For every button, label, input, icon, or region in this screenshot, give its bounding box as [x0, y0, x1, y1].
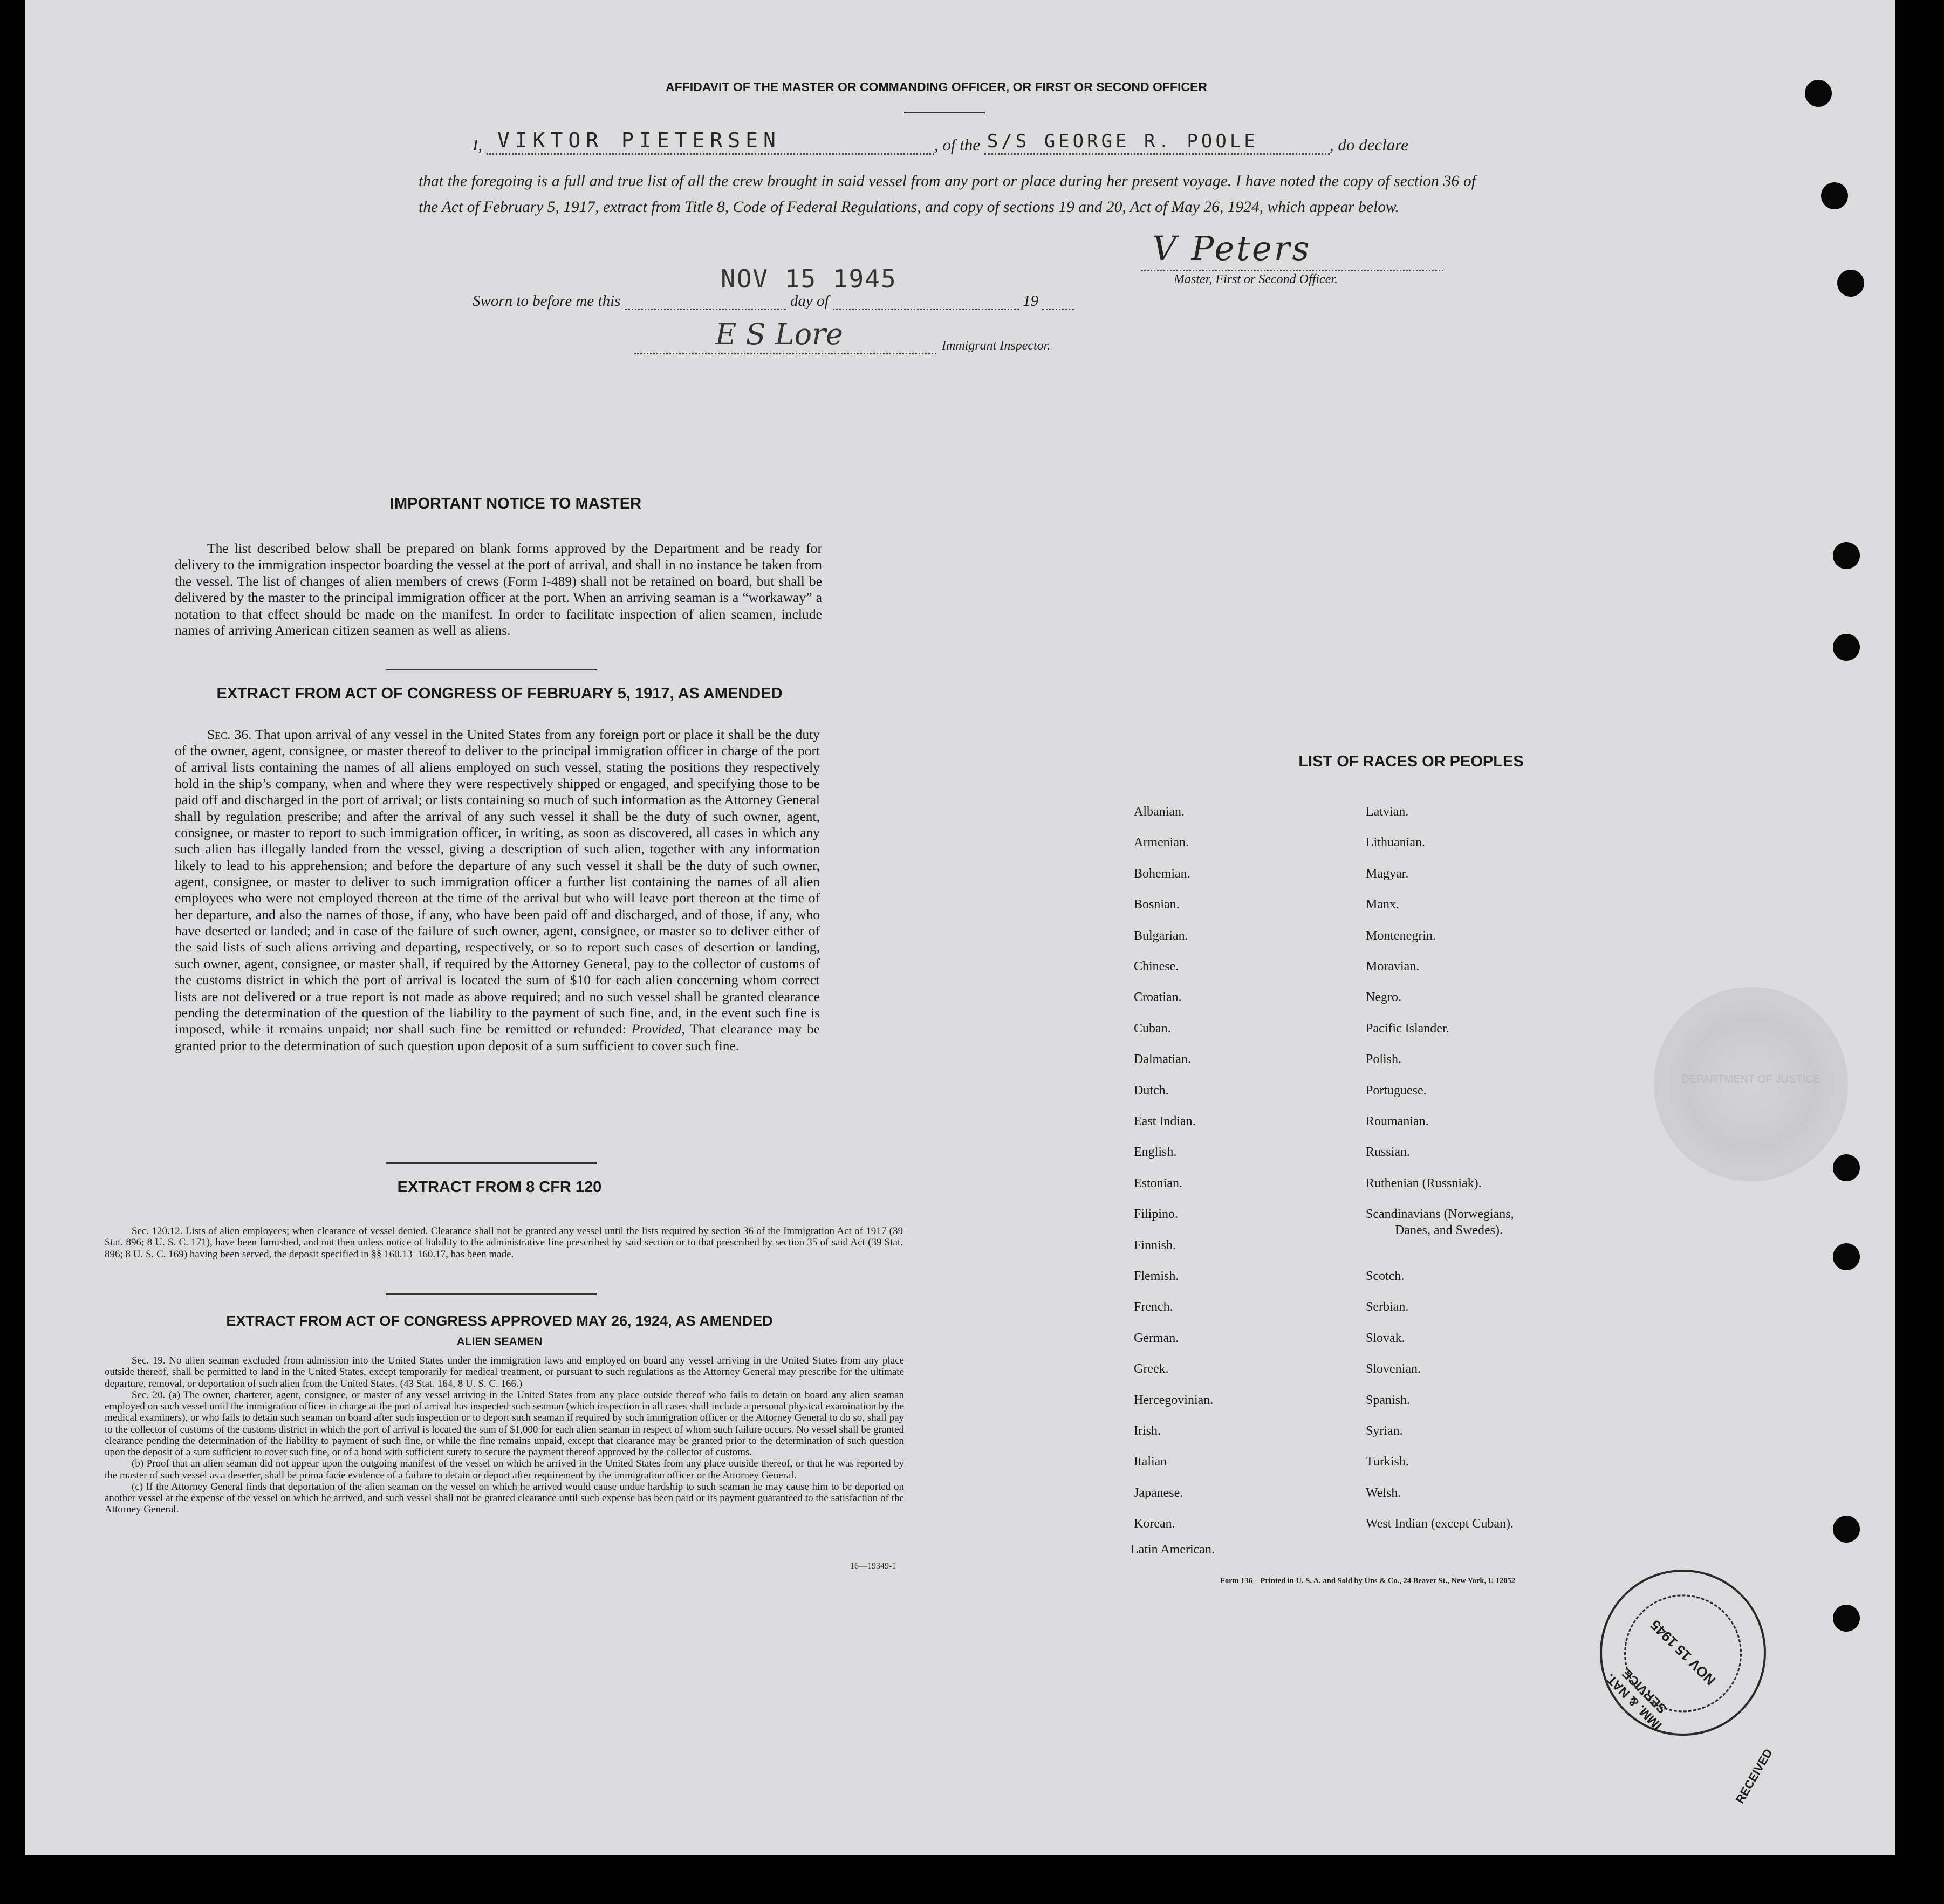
officer-name: VIKTOR PIETERSEN — [497, 128, 781, 152]
race-item: West Indian (except Cuban). — [1366, 1517, 1514, 1531]
binder-hole — [1833, 1154, 1860, 1181]
race-item: Cuban. — [1134, 1021, 1171, 1036]
race-item: Scandinavians (Norwegians, — [1366, 1207, 1514, 1222]
sworn-line — [473, 292, 1074, 310]
binder-hole — [1833, 1243, 1860, 1270]
master-signature-text: V Peters — [1152, 229, 1312, 268]
declaration-line — [473, 128, 1481, 155]
extract-1924-subtitle: ALIEN SEAMEN — [456, 1335, 543, 1348]
race-item: Dalmatian. — [1134, 1052, 1191, 1067]
divider-3 — [386, 1293, 597, 1295]
race-item: Korean. — [1134, 1517, 1175, 1531]
race-item: Albanian. — [1134, 805, 1185, 819]
binder-hole — [1833, 1516, 1860, 1543]
race-item: Estonian. — [1134, 1176, 1182, 1190]
printer-imprint: Form 136—Printed in U. S. A. and Sold by Uns & Co., 24 Beaver St., New York, U 12052 — [1220, 1577, 1515, 1585]
sworn-day-field — [625, 294, 786, 310]
binder-hole — [1833, 634, 1860, 661]
race-item: Ruthenian (Russniak). — [1366, 1176, 1482, 1190]
race-item: Spanish. — [1366, 1393, 1411, 1407]
declaration-body: that the foregoing is a full and true list of all the crew brought in said vessel from any port or place during her present voyage. I have noted the copy of section 36 of the Act of February 5, 1917, extract from Title 8, Code of Federal Regulations, and copy of sections 19 and 20, Act of May 26, 1924, which appear below. — [419, 173, 1476, 216]
race-item: Armenian. — [1134, 835, 1189, 850]
race-item: Hercegovinian. — [1134, 1393, 1214, 1407]
races-title: LIST OF RACES OR PEOPLES — [1298, 753, 1524, 770]
vessel-name-field — [984, 131, 1330, 155]
binder-hole — [1821, 182, 1848, 209]
officer-name-field — [487, 128, 934, 155]
race-item: Negro. — [1366, 990, 1401, 1005]
race-item: Dutch. — [1134, 1083, 1169, 1098]
sec-20b-text: (b) Proof that an alien seaman did not appear upon the outgoing manifest of the vessel on which he arrived in the United States from any place outside thereof, or that he was reported by the master of such vessel as a deserter, shall be prima facie evidence of a failure to detain or deport after requirement by the immigration officer or the Attorney General. — [105, 1458, 904, 1481]
race-item: Japanese. — [1134, 1485, 1183, 1500]
race-item: Finnish. — [1134, 1238, 1176, 1252]
date-stamp: NOV 15 1945 — [721, 264, 897, 293]
seal-text: DEPARTMENT OF JUSTICE — [1681, 1073, 1820, 1085]
race-item: Welsh. — [1366, 1485, 1401, 1500]
race-item: English. — [1134, 1145, 1177, 1160]
extract-1917-body — [175, 727, 820, 1054]
received-stamp — [1565, 1535, 1801, 1770]
declaration-pronoun: I, — [473, 135, 483, 154]
divider-1 — [386, 669, 597, 670]
race-item: Lithuanian. — [1366, 835, 1425, 850]
race-item: Serbian. — [1366, 1300, 1409, 1314]
race-item: German. — [1134, 1331, 1179, 1345]
race-item: Scotch. — [1366, 1269, 1405, 1283]
extract-1924-body — [105, 1355, 904, 1516]
sec-20a-text: Sec. 20. (a) The owner, charterer, agent, consignee, or master of any vessel arriving in the United States from any place outside thereof who fails to detain on board any alien seaman employed on such vessel until the immigration officer in charge at the port of arrival has inspected such seaman (which inspection in all cases shall include a personal physical examination by the medical examiners), or who fails to detain such seaman on board after such inspection or to deport such seaman if required by such immigration officer or the Attorney General to do so, shall pay to the collector of customs of the customs district in which the port of arrival is located the sum of $1,000 for each alien seaman in respect of whom such failure occurs. No vessel shall be granted clearance pending the determination of the liability to payment of such fine, or while the fine remains unpaid, except that clearance may be granted prior to the determination of such question upon the deposit of a sum sufficient to cover such fine, or of a bond with sufficient surety to secure the payment thereof approved by the collector of customs. — [105, 1389, 904, 1458]
notice-title: IMPORTANT NOTICE TO MASTER — [389, 495, 642, 512]
master-signature — [1141, 227, 1443, 271]
sworn-year-field — [1042, 294, 1074, 310]
form-number: 16—19349-1 — [850, 1561, 896, 1571]
sec-36-body: That upon arrival of any vessel in the United States from any foreign port or place it shall be the duty of the owner, agent, consignee, or master thereof to deliver to the principal immigration officer in charge of the port of arrival lists containing the names of all aliens employed on such vessel, stating the positions they respectively hold in the ship’s company, when and where they were respectively shipped or engaged, and specifying those to be paid off and discharged in the port of arrival; or lists containing so much of such information as the Attorney General shall by regulation prescribe; and after the arrival of any such vessel it shall be the duty of such owner, agent, consignee, or master to report to such immigration officer, in writing, as soon as discovered, all cases in which any such alien has illegally landed from the vessel, giving a description of such alien, together with any information likely to lead to his apprehension; and before the departure of any such vessel it shall be the duty of such owner, agent, consignee, or master to deliver to such immigration officer a further list containing the names of all alien employees who were not employed thereon at the time of the arrival but who will leave port thereon at the time of her departure, and also the names of those, if any, who have been paid off and discharged, and of those, if any, who have deserted or landed; and in case of the failure of such owner, agent, consignee, or master so to deliver either of the said lists of such aliens arriving and departing, respectively, or so to report such cases of desertion or landing, such owner, agent, consignee, or master shall, if required by the Attorney General, pay to the collector of customs of the customs district in which the port of arrival is located the sum of $10 for each alien concerning whom correct lists are not delivered or a true report is not made as above required; and no such vessel shall be granted clearance pending the determination of the question of the liability to the payment of such fine, and, in the event such fine is imposed, while it remains unpaid; nor shall such fine be remitted or refunded: — [175, 727, 820, 1037]
received-service: IMM. & NAT. SERVICE — [1603, 1666, 1670, 1733]
race-item: Chinese. — [1134, 960, 1179, 974]
sec-20c-text: (c) If the Attorney General finds that deportation of the alien seaman on the vessel on which he arrived would cause undue hardship to such seaman he may cause him to be deported on another vessel at the expense of the vessel on which he arrived, and such vessel shall not be granted clearance until such expense has been paid or its payment guaranteed to the satisfaction of the Attorney General. — [105, 1481, 904, 1516]
inspector-signature-text: E S Lore — [715, 317, 843, 351]
received-date: NOV 15 1945 — [1647, 1617, 1719, 1689]
race-item: East Indian. — [1134, 1114, 1196, 1128]
binder-hole — [1833, 542, 1860, 569]
sec-36-text — [175, 727, 820, 1054]
day-of-text: day of — [790, 292, 829, 310]
race-item: Montenegrin. — [1366, 928, 1436, 943]
manifest-page — [25, 0, 1895, 1855]
year-prefix: 19 — [1023, 292, 1039, 310]
sec-19-text: Sec. 19. No alien seaman excluded from admission into the United States under the immigration laws and employed on board any vessel arriving in the United States from any place outside thereof, shall be permitted to land in the United States, except temporarily for medical treatment, or pursuant to such regulations as the Attorney General may prescribe for the ultimate departure, removal, or deportation of such alien from the United States. (43 Stat. 164, 8 U. S. C. 166.) — [105, 1355, 904, 1389]
race-item: Manx. — [1366, 898, 1399, 912]
proviso: Provided, — [631, 1021, 685, 1037]
race-item: Moravian. — [1366, 960, 1420, 974]
extract-1924-title: EXTRACT FROM ACT OF CONGRESS APPROVED MAY 26, 1924, AS AMENDED — [226, 1313, 773, 1329]
of-the-text: , of the — [934, 135, 981, 154]
race-item: Roumanian. — [1366, 1114, 1429, 1128]
race-item: Latvian. — [1366, 805, 1409, 819]
affidavit-title: AFFIDAVIT OF THE MASTER OR COMMANDING OFFICER, OR FIRST OR SECOND OFFICER — [666, 80, 1207, 94]
race-item: Polish. — [1366, 1052, 1402, 1067]
inspector-label: Immigrant Inspector. — [942, 339, 1051, 353]
race-item: Latin American. — [1131, 1543, 1215, 1557]
race-item: Bohemian. — [1134, 866, 1190, 881]
notice-body — [175, 540, 822, 639]
divider-2 — [386, 1162, 597, 1164]
title-divider — [904, 112, 985, 113]
race-item: Flemish. — [1134, 1269, 1179, 1283]
race-item: Italian — [1134, 1455, 1167, 1469]
binder-hole — [1837, 270, 1864, 297]
race-item: Bulgarian. — [1134, 928, 1188, 943]
sworn-text: Sworn to before me this — [473, 292, 621, 310]
received-label: RECEIVED — [1733, 1746, 1775, 1806]
do-declare-text: , do declare — [1329, 135, 1408, 154]
race-item: Slovenian. — [1366, 1362, 1421, 1376]
race-item: Greek. — [1134, 1362, 1169, 1376]
race-item: Turkish. — [1366, 1455, 1409, 1469]
master-label: Master, First or Second Officer. — [1174, 272, 1338, 286]
inspector-signature — [634, 317, 936, 354]
race-item: French. — [1134, 1300, 1173, 1314]
race-item: Danes, and Swedes). — [1395, 1223, 1503, 1238]
race-item: Bosnian. — [1134, 898, 1180, 912]
race-item: Portuguese. — [1366, 1083, 1427, 1098]
race-item: Croatian. — [1134, 990, 1182, 1005]
sec-36-body-end: That clearance may be granted prior to the determination of such question upon deposit of a sum sufficient to cover such fine. — [175, 1021, 820, 1053]
binder-hole — [1805, 80, 1832, 107]
extract-cfr-title: EXTRACT FROM 8 CFR 120 — [397, 1179, 602, 1196]
race-item: Russian. — [1366, 1145, 1411, 1160]
race-item: Magyar. — [1366, 866, 1409, 881]
race-item: Irish. — [1134, 1424, 1161, 1438]
extract-cfr-body — [105, 1225, 903, 1260]
vessel-name: S/S GEORGE R. POOLE — [987, 131, 1258, 152]
notice-text: The list described below shall be prepared on blank forms approved by the Department and be ready for delivery to the immigration inspector boarding the vessel at the port of arrival, and shall in no instance be taken from the vessel. The list of changes of alien members of crews (Form I-489) shall not be retained on board, but shall be delivered by the master to the principal immigration officer at the port. When an arriving seaman is a “workaway” a notation to that effect should be made on the manifest. In order to facilitate inspection of alien seamen, include names of arriving American citizen seamen as well as aliens. — [175, 540, 822, 639]
sec-36-label: Sec. 36. — [207, 727, 252, 742]
race-item: Filipino. — [1134, 1207, 1179, 1222]
binder-hole — [1833, 1605, 1860, 1632]
sworn-month-field — [833, 294, 1019, 310]
extract-1917-title: EXTRACT FROM ACT OF CONGRESS OF FEBRUARY 5, 1917, AS AMENDED — [216, 685, 783, 702]
cfr-text: Sec. 120.12. Lists of alien employees; when clearance of vessel denied. Clearance shall not be granted any vessel until the lists required by section 36 of the Immigration Act of 1917 (39 Stat. 896; 8 U. S. C. 171), have been furnished, and not then unless notice of liability to the administrative fine prescribed by said section or to that prescribed by section 35 of said Act (39 Stat. 896; 8 U. S. C. 169) having been served, the deposit specified in §§ 160.13–160.17, has been made. — [105, 1225, 903, 1260]
race-item: Syrian. — [1366, 1424, 1403, 1438]
department-seal — [1654, 987, 1848, 1181]
race-item: Slovak. — [1366, 1331, 1405, 1345]
race-item: Pacific Islander. — [1366, 1021, 1449, 1036]
